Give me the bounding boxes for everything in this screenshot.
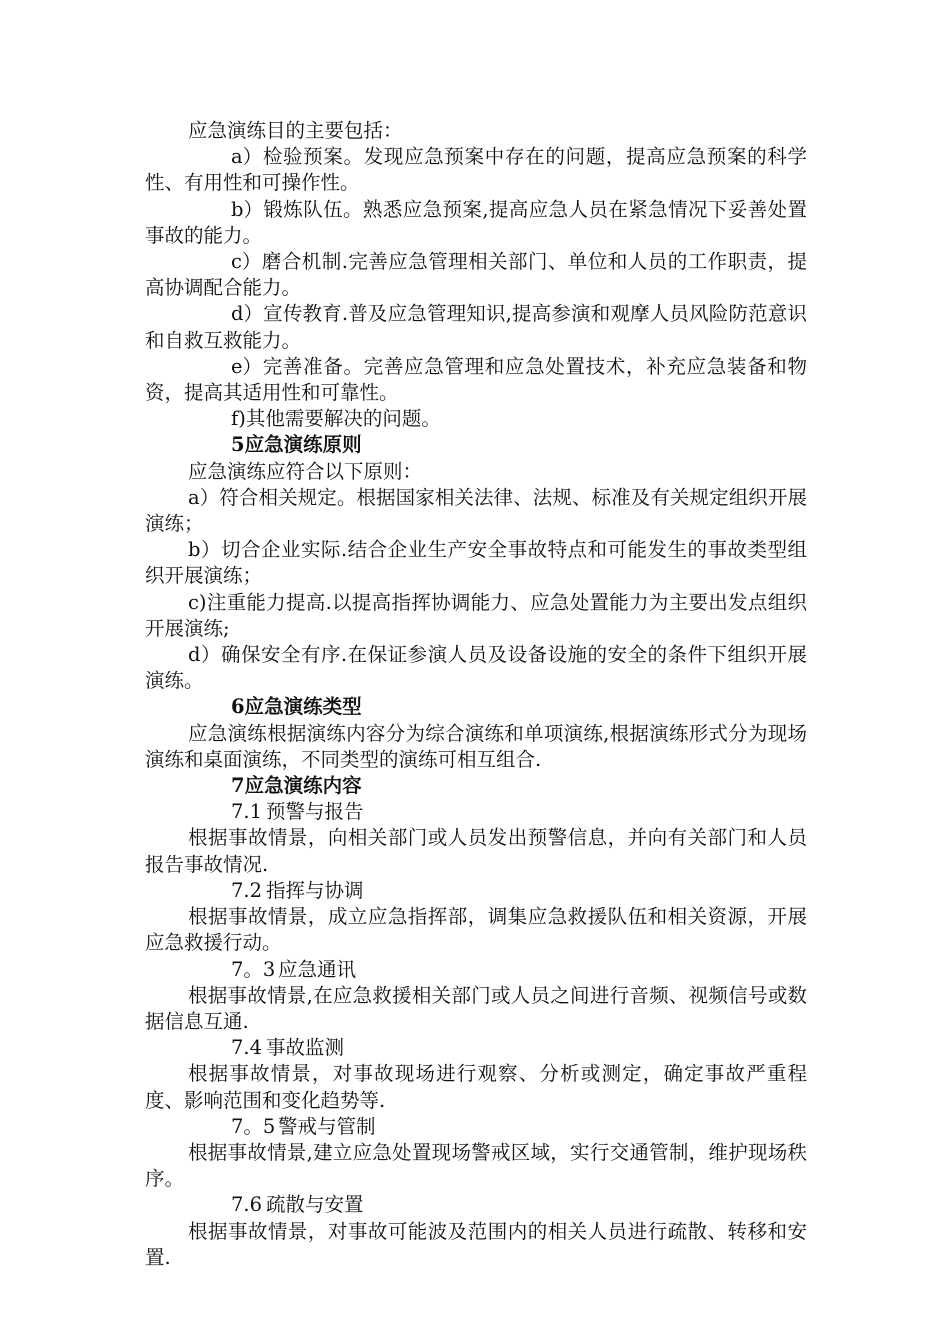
purpose-item (145, 197, 807, 249)
purpose-item (145, 144, 807, 196)
subsection-heading (145, 799, 807, 825)
document-page (145, 118, 807, 1271)
subsection-number: 7。5 (231, 1114, 276, 1138)
subsection-number: 7.1 (231, 800, 263, 824)
principle-item: b）切合企业实际.结合企业生产安全事故特点和可能发生的事故类型组织开展演练； (145, 538, 807, 588)
section-heading-5 (145, 432, 807, 458)
subsection-number: 7.2 (231, 878, 263, 902)
subsection-text: 根据事故情景，向相关部门或人员发出预警信息，并向有关部门和人员报告事故情况. (145, 826, 807, 876)
subsection-text: 根据事故情景,建立应急处置现场警戒区域，实行交通管制，维护现场秩序。 (145, 1140, 807, 1191)
subsection-title: 疏散与安置 (266, 1193, 364, 1217)
subsection-number: 7.4 (231, 1036, 263, 1060)
subsection-title: 警戒与管制 (278, 1114, 376, 1138)
subsection-number: 7。3 (231, 957, 276, 981)
subsection-heading (145, 1035, 807, 1061)
section-6-text: 应急演练根据演练内容分为综合演练和单项演练,根据演练形式分为现场演练和桌面演练，不同类型的演练可相互组合. (145, 721, 807, 771)
section-number: 6 (231, 695, 245, 719)
principle-item: d）确保安全有序.在保证参演人员及设备设施的安全的条件下组织开展演练。 (145, 643, 807, 693)
purpose-label: b） (231, 197, 263, 221)
purpose-label: c） (231, 250, 262, 274)
purpose-text: 宣传教育.普及应急管理知识,提高参演和观摩人员风险防范意识和自救互救能力。 (145, 302, 807, 352)
section-title: 应急演练类型 (244, 695, 362, 719)
purposes-intro: 应急演练目的主要包括： (188, 119, 403, 142)
subsection-heading (145, 1192, 807, 1218)
purpose-item (145, 406, 807, 432)
section-5-intro: 应急演练应符合以下原则： (188, 459, 423, 483)
purpose-label: a） (231, 145, 263, 169)
subsection-text: 根据事故情景，对事故可能波及范围内的相关人员进行疏散、转移和安置. (145, 1219, 807, 1269)
section-number: 5 (231, 433, 245, 457)
purpose-label: d） (231, 302, 263, 326)
subsection-title: 指挥与协调 (266, 878, 364, 902)
subsection-title: 预警与报告 (266, 800, 364, 824)
purpose-text: 完善准备。完善应急管理和应急处置技术，补充应急装备和物资，提高其适用性和可靠性。 (145, 354, 807, 405)
purpose-label: e） (231, 354, 263, 378)
subsection-heading (145, 957, 807, 983)
purpose-text: 磨合机制.完善应急管理相关部门、单位和人员的工作职责，提高协调配合能力。 (145, 250, 807, 300)
subsection-text: 根据事故情景，成立应急指挥部，调集应急救援队伍和相关资源，开展应急救援行动。 (145, 905, 807, 955)
subsection-text: 根据事故情景,在应急救援相关部门或人员之间进行音频、视频信号或数据信息互通. (145, 983, 807, 1033)
section-heading-6 (145, 694, 807, 720)
purpose-item (145, 301, 807, 353)
section-heading-7 (145, 773, 807, 799)
subsection-heading (145, 1114, 807, 1140)
principle-item: a）符合相关规定。根据国家相关法律、法规、标准及有关规定组织开展演练； (145, 485, 807, 536)
subsection-text: 根据事故情景，对事故现场进行观察、分析或测定，确定事故严重程度、影响范围和变化趋势等. (145, 1062, 807, 1112)
subsection-number: 7.6 (231, 1193, 263, 1217)
principle-item: c)注重能力提高.以提高指挥协调能力、应急处置能力为主要出发点组织开展演练; (145, 590, 807, 640)
subsection-title: 事故监测 (266, 1036, 345, 1060)
subsection-heading (145, 878, 807, 904)
purpose-text: 其他需要解决的问题。 (245, 407, 441, 431)
section-title: 应急演练原则 (244, 433, 362, 457)
purpose-text: 锻炼队伍。熟悉应急预案,提高应急人员在紧急情况下妥善处置事故的能力。 (145, 197, 807, 247)
purpose-text: 检验预案。发现应急预案中存在的问题，提高应急预案的科学性、有用性和可操作性。 (145, 145, 807, 195)
section-title: 应急演练内容 (244, 774, 362, 798)
purpose-item (145, 354, 807, 406)
section-number: 7 (231, 774, 245, 798)
purpose-item (145, 249, 807, 301)
subsection-title: 应急通讯 (278, 957, 357, 981)
purpose-label: f) (231, 407, 246, 431)
